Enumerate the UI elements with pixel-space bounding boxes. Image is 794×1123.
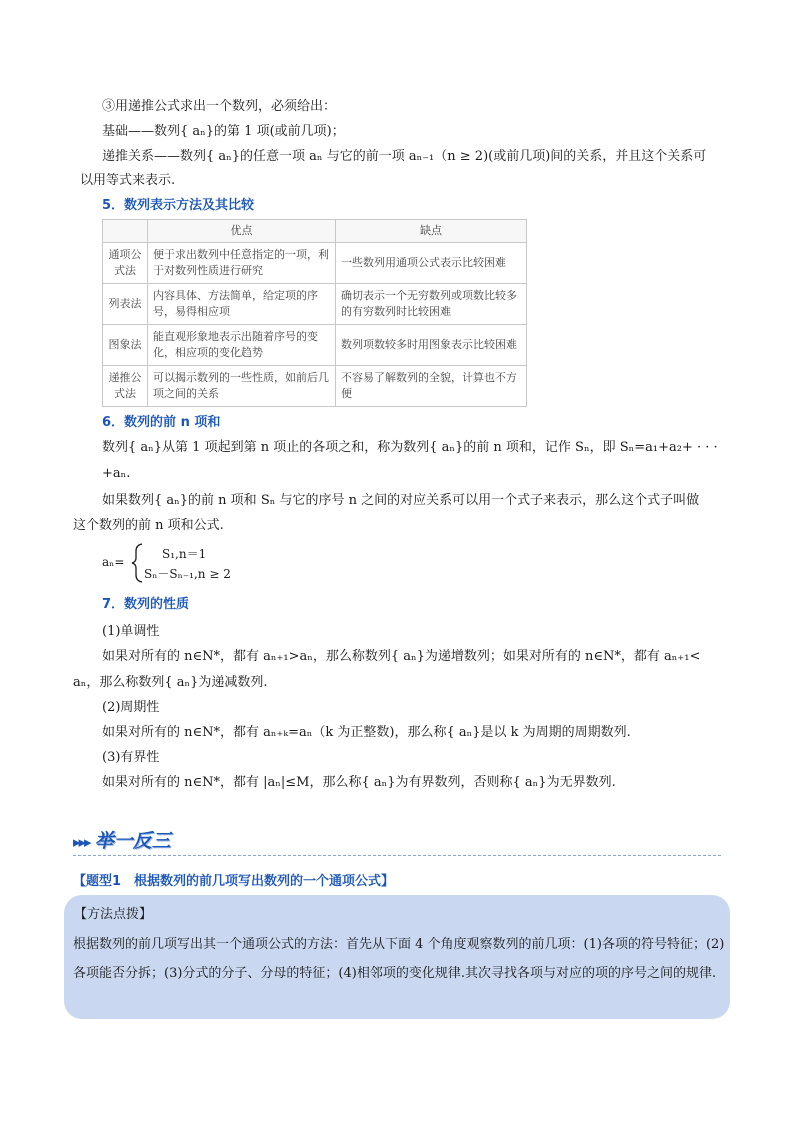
sec7-monotonic-b: aₙ，那么称数列{ aₙ}为递减数列. [73,675,268,690]
table-cell-pro: 内容具体、方法简单，给定项的序号，易得相应项 [148,284,336,325]
comparison-table [102,219,527,407]
table-row [103,284,527,325]
table-header-row [103,220,527,243]
topic-heading: 【题型1 根据数列的前几项写出数列的一个通项公式】 [73,874,395,889]
method-text: 根据数列的前几项写出其一个通项公式的方法：首先从下面 4 个角度观察数列的前几项：(1)各项的符号特征；(2)各项能否分拆；(3)分式的分子、分母的特征；(4)相邻项的变化规律.其次寻找各项与对应的项的序号之间的规律. [73,937,725,981]
triple-arrow-icon: ▸▸▸ [73,833,90,851]
section-7-heading: 7．数列的性质 [102,597,190,612]
formula-case-2: Sₙ－Sₙ₋₁,n ≥ 2 [144,567,231,581]
section-banner [73,826,171,853]
banner-title: 举一反三 [94,830,171,852]
table-cell-pro: 便于求出数列中任意指定的一项，利于对数列性质进行研究 [148,243,336,284]
left-brace-icon [130,543,144,583]
sec7-sub-periodic: (2)周期性 [102,700,160,715]
sec6-paragraph-2b: 这个数列的前 n 项和公式. [73,518,224,533]
table-row-header: 图象法 [103,325,148,366]
sec7-periodic: 如果对所有的 n∈N*，都有 aₙ₊ₖ=aₙ（k 为正整数)，那么称{ aₙ}是以 k 为周期的周期数列. [102,725,631,740]
table-cell-con: 数列项数较多时用图象表示比较困难 [336,325,527,366]
section-6-heading: 6．数列的前 n 项和 [102,415,221,430]
intro-line-1: ③用递推公式求出一个数列，必须给出： [102,99,337,114]
table-cell-con: 不容易了解数列的全貌，计算也不方便 [336,366,527,407]
table-row-header: 列表法 [103,284,148,325]
table-row-header: 通项公式法 [103,243,148,284]
table-header-cell [103,220,148,243]
method-title: 【方法点拨】 [74,907,153,922]
table-cell-pro: 能直观形象地表示出随着序号的变化，相应项的变化趋势 [148,325,336,366]
table-row-header: 递推公式法 [103,366,148,407]
formula-lhs: aₙ= [102,555,125,569]
section-5-heading: 5．数列表示方法及其比较 [102,198,255,213]
table-cell-con: 确切表示一个无穷数列或项数比较多的有穷数列时比较困难 [336,284,527,325]
dashed-divider [73,855,721,856]
table-row [103,366,527,407]
intro-line-2: 基础——数列{ aₙ}的第 1 项(或前几项)； [102,124,345,139]
sec7-monotonic-a: 如果对所有的 n∈N*，都有 aₙ₊₁>aₙ，那么称数列{ aₙ}为递增数列；如果对所有的 n∈N*，都有 aₙ₊₁< [102,649,701,664]
table-header-cell: 优点 [148,220,336,243]
table-header-cell: 缺点 [336,220,527,243]
method-callout-box [64,895,730,1019]
sec7-sub-monotonic: (1)单调性 [102,624,160,639]
sec7-bounded: 如果对所有的 n∈N*，都有 |aₙ|≤M，那么称{ aₙ}为有界数列，否则称{ aₙ}为无界数列. [102,775,616,790]
intro-line-4: 以用等式来表示. [80,173,176,188]
intro-line-3: 递推关系——数列{ aₙ}的任意一项 aₙ 与它的前一项 aₙ₋₁（n ≥ 2)(或前几项)间的关系，并且这个关系可 [102,149,707,164]
sum-formula [102,543,262,583]
table-row [103,243,527,284]
table-cell-con: 一些数列用通项公式表示比较困难 [336,243,527,284]
sec6-paragraph-2a: 如果数列{ aₙ}的前 n 项和 Sₙ 与它的序号 n 之间的对应关系可以用一个式子来表示，那么这个式子叫做 [102,493,700,508]
table-cell-pro: 可以揭示数列的一些性质，如前后几项之间的关系 [148,366,336,407]
sec7-sub-bounded: (3)有界性 [102,750,160,765]
formula-case-1: S₁,n＝1 [162,547,207,561]
sec6-paragraph-1b: +aₙ. [102,466,131,481]
table-row [103,325,527,366]
sec6-paragraph-1a: 数列{ aₙ}从第 1 项起到第 n 项止的各项之和，称为数列{ aₙ}的前 n 项和，记作 Sₙ，即 Sₙ=a₁+a₂+ · · · [102,440,718,455]
